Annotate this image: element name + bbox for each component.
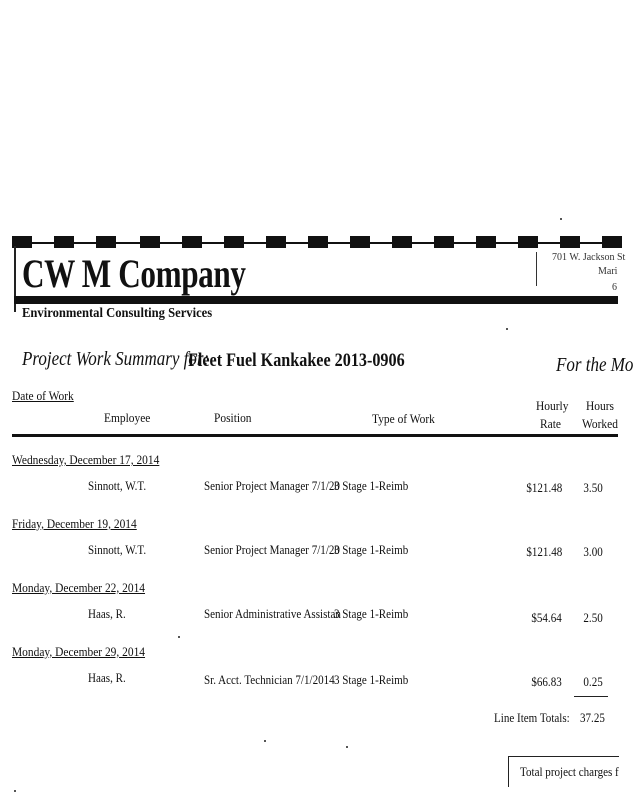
line-item-totals-hours: 37.25: [580, 710, 605, 725]
col-header-hours-1: Hours: [586, 398, 614, 413]
letterhead-rule: [14, 296, 618, 304]
address-line-1: 701 W. Jackson St: [552, 252, 626, 263]
entry-rate: $121.48: [526, 544, 562, 559]
col-header-rate-2: Rate: [540, 416, 561, 431]
col-header-date: Date of Work: [12, 388, 74, 403]
entry-date: Monday, December 22, 2014: [12, 580, 146, 595]
address-line-2: Mari: [598, 266, 618, 277]
scan-speck: [506, 328, 508, 330]
entry-date: Friday, December 19, 2014: [12, 516, 137, 531]
entry-date: Monday, December 29, 2014: [12, 644, 146, 659]
entry-employee: Haas, R.: [88, 670, 126, 685]
entry-hours: 0.25: [583, 674, 603, 689]
scan-speck: [346, 746, 348, 748]
scan-speck: [560, 218, 562, 220]
entry-type: 3 Stage 1-Reimb: [334, 672, 409, 687]
entry-type: 3 Stage 1-Reimb: [334, 606, 409, 621]
entry-position: Senior Project Manager 7/1/20: [204, 542, 340, 557]
period-label: For the Mo: [556, 354, 633, 376]
entry-employee: Sinnott, W.T.: [88, 542, 147, 557]
entry-rate: $66.83: [531, 674, 562, 689]
entry-hours: 3.00: [583, 544, 603, 559]
col-header-position: Position: [214, 410, 252, 425]
entry-date: Wednesday, December 17, 2014: [12, 452, 160, 467]
entry-hours: 3.50: [583, 480, 603, 495]
project-title: Fleet Fuel Kankakee 2013-0906: [188, 350, 405, 371]
address-divider: [536, 252, 537, 286]
col-header-hours-2: Worked: [582, 416, 618, 431]
entry-position: Senior Project Manager 7/1/20: [204, 478, 340, 493]
project-charges-label: Total project charges f: [520, 764, 619, 779]
entry-employee: Haas, R.: [88, 606, 126, 621]
address-line-3: 6: [612, 282, 617, 293]
entry-hours: 2.50: [583, 610, 603, 625]
scan-speck: [178, 636, 180, 638]
totals-rule: [574, 696, 608, 697]
entry-rate: $54.64: [531, 610, 562, 625]
company-tagline: Environmental Consulting Services: [22, 306, 213, 321]
scan-speck: [14, 790, 16, 792]
entry-type: 3 Stage 1-Reimb: [334, 478, 409, 493]
col-header-employee: Employee: [104, 410, 151, 425]
dashed-border: [12, 236, 618, 250]
scan-speck: [264, 740, 266, 742]
line-item-totals-label: Line Item Totals:: [494, 710, 570, 725]
col-header-type: Type of Work: [372, 411, 435, 426]
summary-label: Project Work Summary for:: [22, 348, 210, 370]
header-rule: [12, 434, 618, 437]
entry-position: Sr. Acct. Technician 7/1/2014: [204, 672, 335, 687]
entry-employee: Sinnott, W.T.: [88, 478, 147, 493]
col-header-rate-1: Hourly: [536, 398, 569, 413]
company-name: CW M Company: [22, 251, 246, 296]
entry-type: 3 Stage 1-Reimb: [334, 542, 409, 557]
entry-rate: $121.48: [526, 480, 562, 495]
entry-position: Senior Administrative Assistan: [204, 606, 341, 621]
